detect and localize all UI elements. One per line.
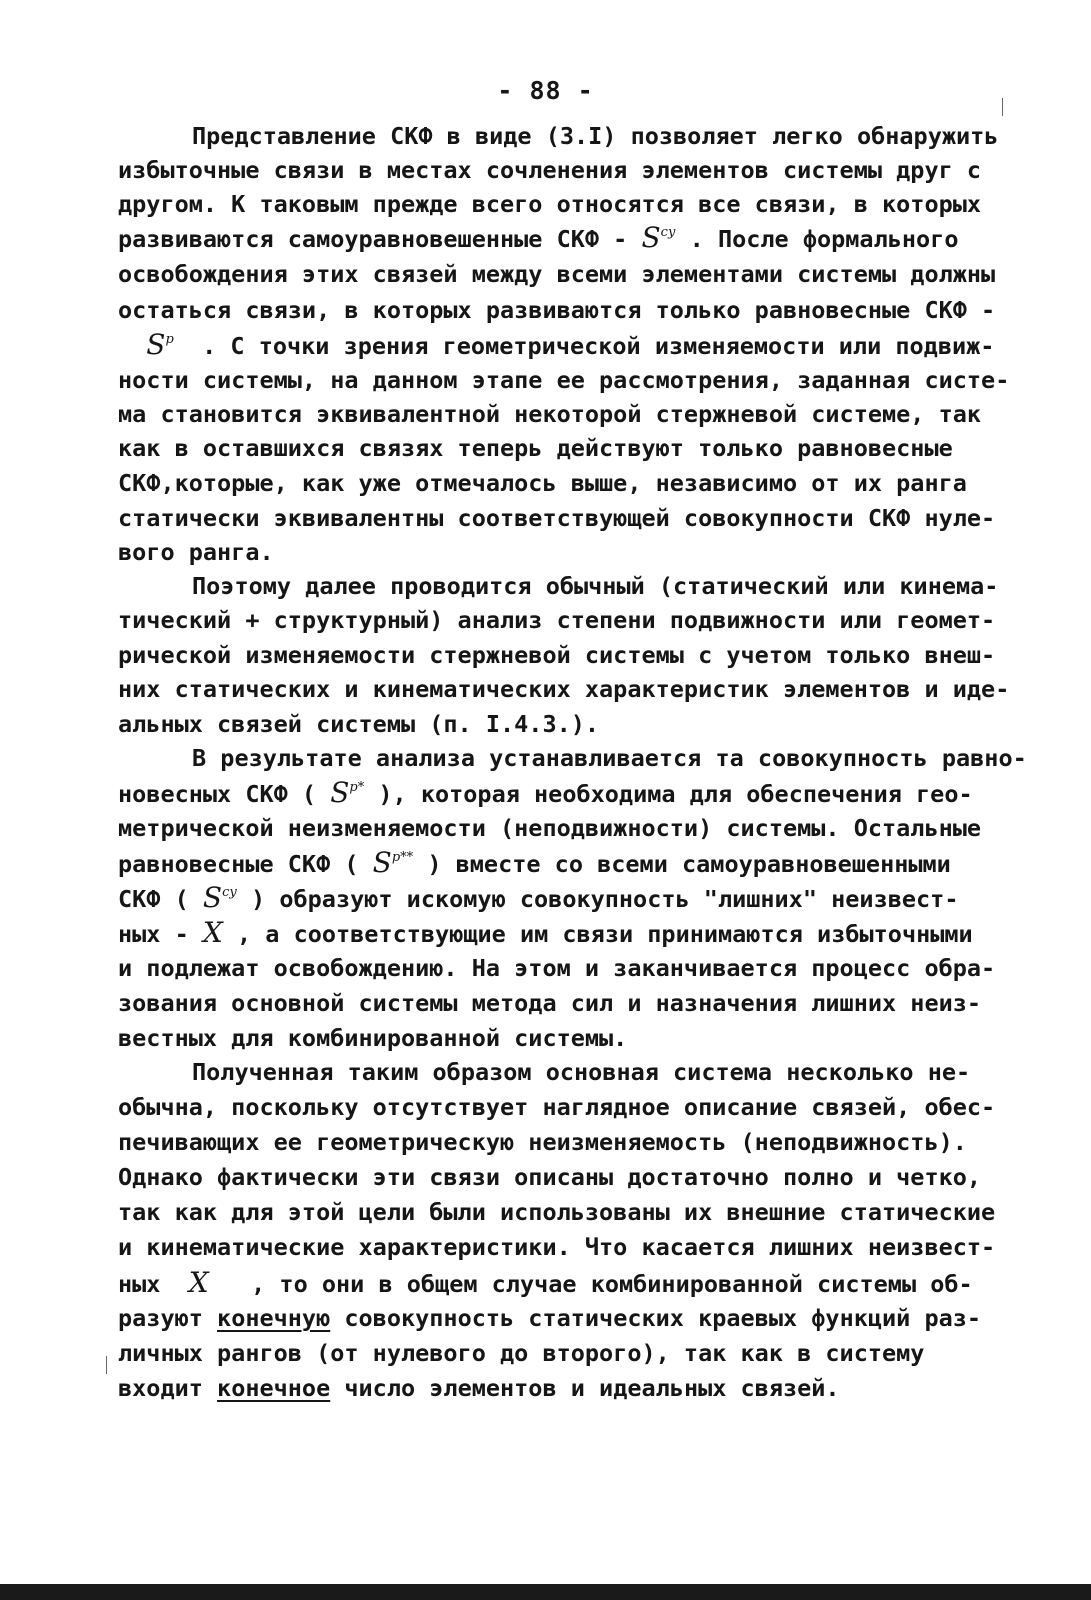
scan-mark (1002, 98, 1003, 116)
text-segment: ма становится эквивалентной некоторой стержневой системе, так (118, 400, 982, 428)
text-segment: так как для этой цели были использованы их внешние статические (118, 1198, 996, 1226)
text-segment: Однако фактически эти связи описаны достаточно полно и четко, (118, 1163, 982, 1191)
text-line (118, 363, 1033, 397)
math-superscript: су (222, 885, 237, 900)
math-symbol-letter: S (330, 776, 350, 809)
text-segment: ных (118, 1270, 189, 1298)
text-segment: ных - (118, 920, 203, 948)
text-segment: и кинематические характеристики. Что касается лишних неизвест- (118, 1233, 996, 1261)
math-symbol (203, 881, 237, 914)
text-segment: и подлежат освобождению. На этом и заканчивается процесс обра- (118, 954, 996, 982)
text-segment: Полученная таким образом основная система несколько не- (192, 1058, 971, 1086)
math-symbol-letter: X (202, 916, 223, 949)
page-number: - 88 - (497, 76, 594, 105)
text-segment: равновесные СКФ ( (118, 850, 373, 878)
text-segment: рической изменяемости стержневой системы с учетом только внеш- (118, 641, 996, 669)
text-segment: избыточные связи в местах сочленения элементов системы друг с (118, 156, 982, 184)
text-segment: освобождения этих связей между всеми элементами системы должны (118, 260, 996, 288)
text-segment: совокупность статических краевых функций раз- (330, 1304, 982, 1332)
math-superscript: р** (391, 850, 414, 865)
text-line (118, 187, 1033, 221)
math-symbol (373, 846, 414, 879)
underlined-text: конечную (217, 1304, 331, 1332)
text-segment: . С точки зрения геометрической изменяемости или подвиж- (173, 332, 995, 360)
text-segment: другом. К таковым прежде всего относятся все связи, в которых (118, 190, 982, 218)
text-segment: Представление СКФ в виде (3.I) позволяет легко обнаружить (192, 122, 999, 150)
text-line (118, 603, 1033, 637)
text-line (118, 431, 1033, 465)
text-segment: . После формального (675, 225, 959, 253)
text-line (118, 811, 1033, 845)
text-line (118, 1301, 1033, 1335)
text-line (118, 986, 1033, 1020)
text-segment: СКФ,которые, как уже отмечалось выше, независимо от их ранга (118, 469, 967, 497)
text-line (118, 221, 1033, 255)
text-line (118, 672, 1033, 706)
text-segment: ности системы, на данном этапе ее рассмотрения, заданная систе- (118, 366, 1010, 394)
text-line (118, 1371, 1033, 1405)
text-line (118, 397, 1033, 431)
text-line (118, 1160, 1033, 1194)
text-segment: число элементов и идеальных связей. (330, 1374, 840, 1402)
text-line (118, 466, 1033, 500)
text-segment: как в оставшихся связях теперь действуют только равновесные (118, 434, 953, 462)
text-line (118, 293, 1033, 327)
text-line (118, 1266, 1033, 1300)
text-segment: печивающих ее геометрическую неизменяемость (неподвижность). (118, 1128, 967, 1156)
text-segment: входит (118, 1374, 218, 1402)
text-line (118, 1125, 1033, 1159)
math-symbol (146, 328, 174, 361)
text-line (192, 119, 1033, 153)
text-line (118, 501, 1033, 535)
text-segment: СКФ ( (118, 885, 203, 913)
text-segment: В результате анализа устанавливается та совокупность равно- (192, 744, 1027, 772)
text-segment: личных рангов (от нулевого до второго), так как в систему (118, 1339, 925, 1367)
text-line (192, 741, 1033, 775)
text-line (192, 569, 1033, 603)
text-segment: разуют (118, 1304, 218, 1332)
text-segment: метрической неизменяемости (неподвижности) системы. Остальные (118, 814, 982, 842)
text-segment: вого ранга. (118, 538, 274, 566)
text-segment: статически эквивалентны соответствующей совокупности СКФ нуле- (118, 504, 996, 532)
text-segment: них статических и кинематических характеристик элементов и иде- (118, 675, 1010, 703)
text-segment: остаться связи, в которых развиваются только равновесные СКФ - (118, 296, 996, 324)
text-line (118, 638, 1033, 672)
math-superscript: су (660, 225, 676, 240)
text-segment: ) образуют искомую совокупность "лишних" неизвест- (236, 885, 959, 913)
text-segment: развиваются самоуравновешенные СКФ - (118, 225, 642, 253)
math-symbol-letter: S (146, 328, 166, 361)
text-segment (118, 332, 146, 360)
text-segment: , а соответствующие им связи принимаются избыточными (222, 920, 973, 948)
text-segment: обычна, поскольку отсутствует наглядное описание связей, обес- (118, 1093, 996, 1121)
math-symbol (330, 776, 364, 809)
text-line (118, 328, 1033, 362)
text-segment: Поэтому далее проводится обычный (статический или кинема- (192, 572, 999, 600)
math-symbol-letter: X (188, 1266, 209, 1299)
text-segment: тический + структурный) анализ степени подвижности или геомет- (118, 606, 996, 634)
text-segment: ), которая необходима для обеспечения гео- (364, 780, 973, 808)
text-line (118, 846, 1033, 880)
math-superscript: р (165, 332, 174, 347)
text-line (118, 707, 1033, 741)
text-line (118, 535, 1033, 569)
text-line (118, 1336, 1033, 1370)
text-line (118, 153, 1033, 187)
text-line (118, 881, 1033, 915)
text-line (118, 1195, 1033, 1229)
text-line (118, 1230, 1033, 1264)
text-line (118, 951, 1033, 985)
math-symbol-letter: S (202, 881, 223, 914)
math-symbol-letter: S (641, 221, 661, 254)
text-line (118, 776, 1033, 810)
math-superscript: р* (349, 780, 365, 795)
text-line (118, 916, 1033, 950)
text-segment: альных связей системы (п. I.4.3.). (118, 710, 600, 738)
text-line (192, 1055, 1033, 1089)
text-segment: , то они в общем случае комбинированной системы об- (208, 1270, 973, 1298)
text-segment: зования основной системы метода сил и назначения лишних неиз- (118, 989, 982, 1017)
scan-edge (0, 1584, 1091, 1600)
text-segment: вестных для комбинированной системы. (118, 1024, 628, 1052)
text-line (118, 1021, 1033, 1055)
text-segment: новесных СКФ ( (118, 780, 331, 808)
text-line (118, 1090, 1033, 1124)
math-symbol (189, 1266, 209, 1299)
math-symbol (641, 221, 675, 254)
text-line (118, 257, 1033, 291)
underlined-text: конечное (217, 1374, 331, 1402)
math-symbol (203, 916, 223, 949)
math-symbol-letter: S (372, 846, 392, 879)
text-segment: ) вместе со всеми самоуравновешенными (413, 850, 951, 878)
scan-mark (106, 1356, 107, 1374)
